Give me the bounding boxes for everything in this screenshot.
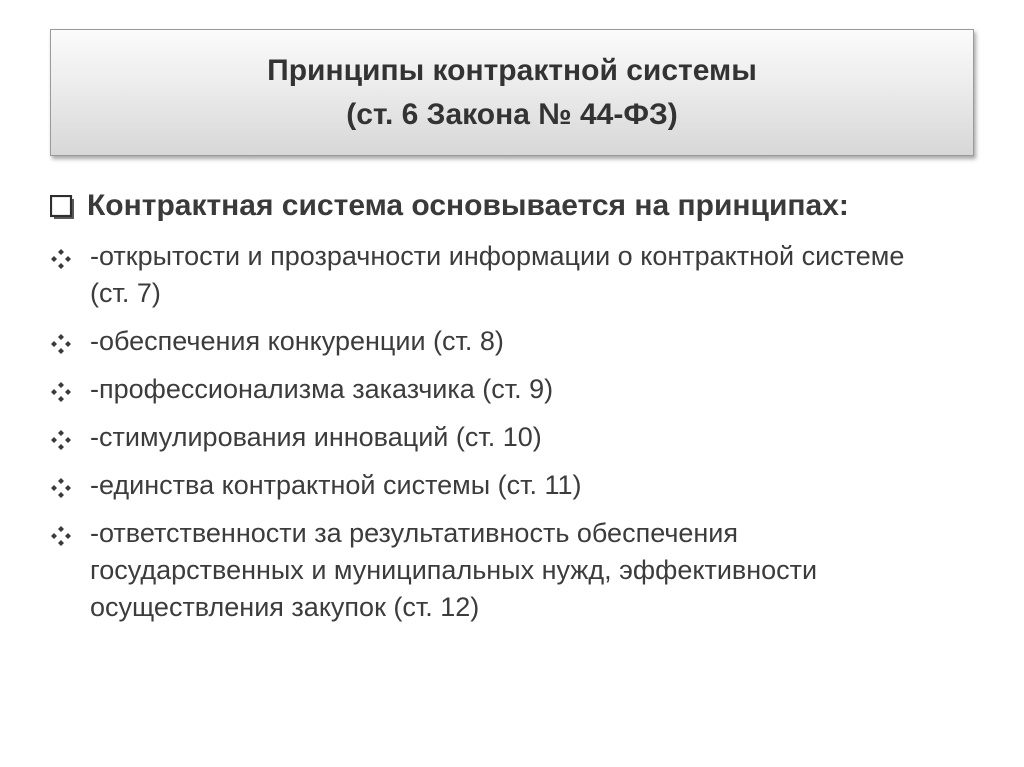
slide-title: Принципы контрактной системы (267, 53, 757, 87)
list-item (50, 467, 980, 504)
principles-list (50, 238, 980, 626)
lead-paragraph (50, 186, 980, 238)
list-item (50, 419, 980, 456)
four-diamond-bullet-icon (50, 333, 78, 360)
four-diamond-bullet-icon (50, 525, 78, 552)
list-item-text: -единства контрактной системы (ст. 11) (90, 470, 582, 500)
four-diamond-bullet-icon (50, 477, 78, 504)
list-item-text: -открытости и прозрачности информации о контрактной системе (ст. 7) (90, 241, 905, 308)
lead-text: Контрактная система основывается на принципах: (87, 189, 849, 222)
list-item-text: -обеспечения конкуренции (ст. 8) (90, 326, 504, 356)
list-item-text: -ответственности за результативность обеспечения государственных и муниципальных нужд, эффективности осуществления закупок (ст. 12) (90, 518, 818, 622)
list-item (50, 371, 980, 408)
list-item-text: -стимулирования инноваций (ст. 10) (90, 422, 542, 452)
four-diamond-bullet-icon (50, 381, 78, 408)
list-item (50, 515, 980, 626)
slide-content (50, 186, 980, 637)
checkbox-square-icon (50, 195, 75, 225)
slide-title-box (50, 29, 974, 156)
list-item-text: -профессионализма заказчика (ст. 9) (90, 374, 554, 404)
list-item (50, 238, 980, 312)
slide-subtitle: (ст. 6 Закона № 44-ФЗ) (346, 97, 678, 131)
list-item (50, 323, 980, 360)
four-diamond-bullet-icon (50, 429, 78, 456)
four-diamond-bullet-icon (50, 248, 78, 275)
